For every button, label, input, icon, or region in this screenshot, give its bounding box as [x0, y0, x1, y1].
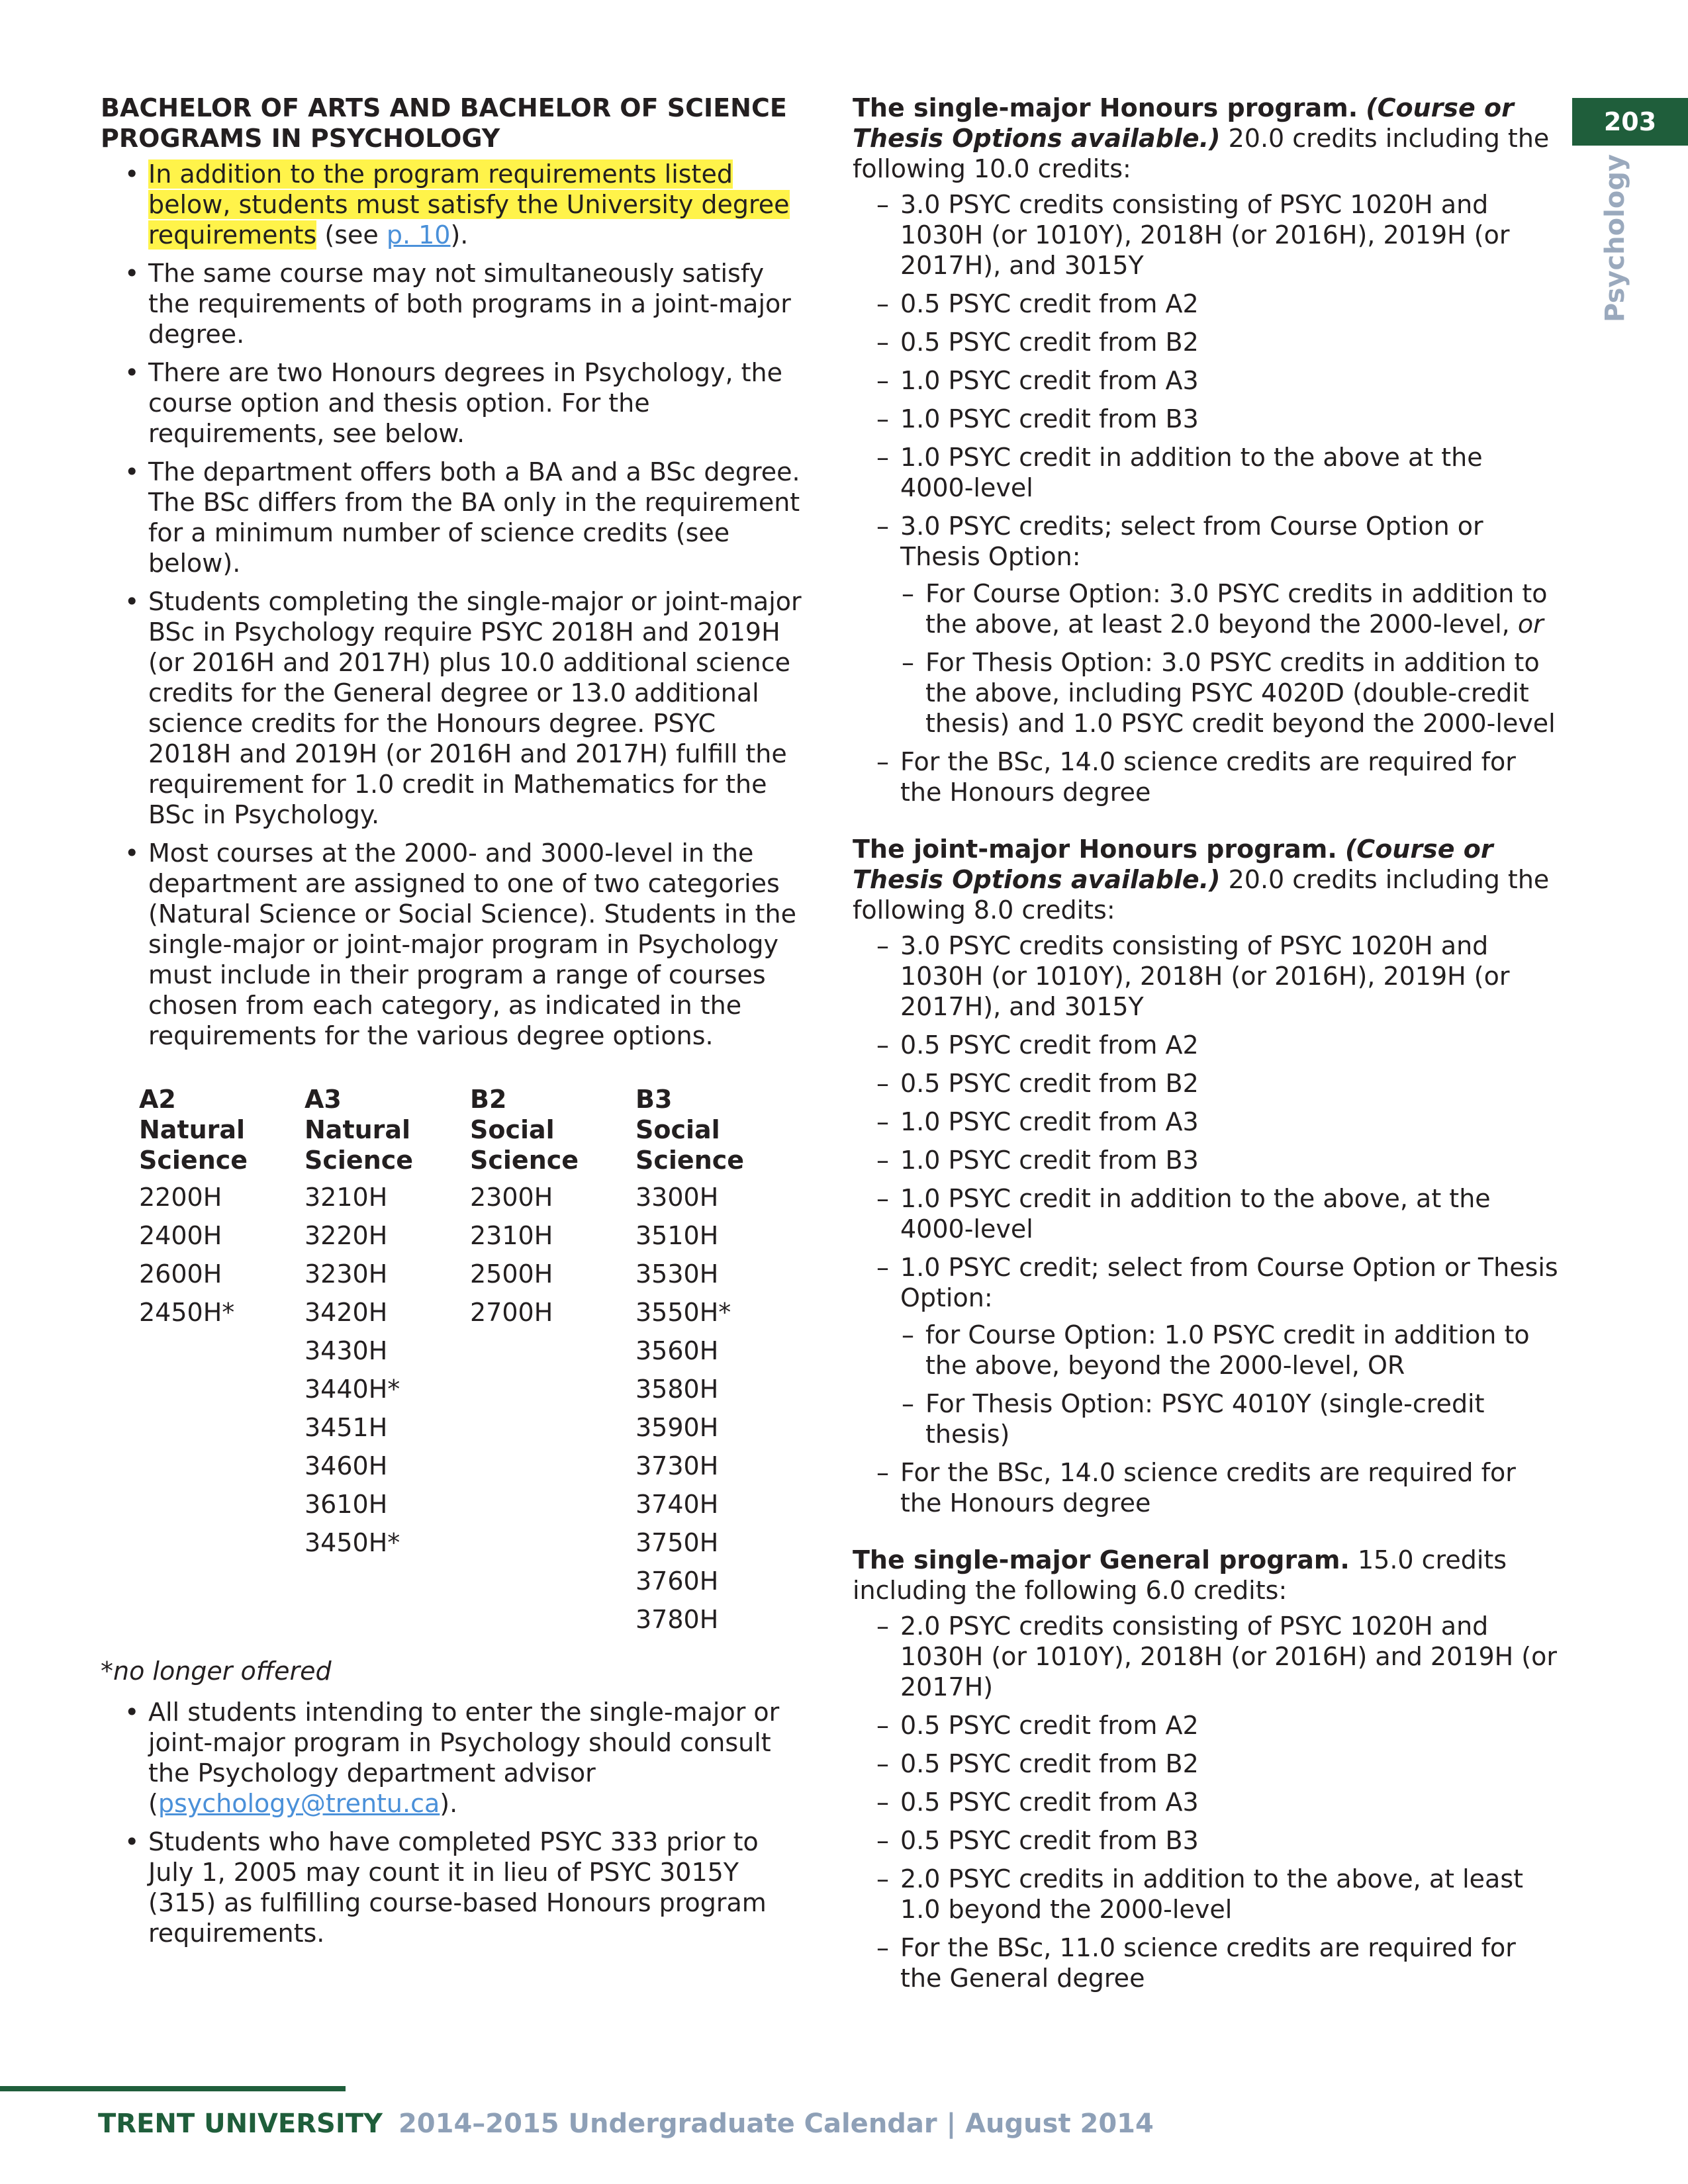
requirement-text: 1.0 PSYC credit; select from Course Option or Thesis Option:	[900, 1253, 1558, 1312]
requirement-item: – 2.0 PSYC credits in addition to the above, at least 1.0 beyond the 2000-level	[900, 1864, 1562, 1925]
course-option-item: – for Course Option: 1.0 PSYC credit in addition to the above, beyond the 2000-level, OR	[925, 1320, 1562, 1381]
requirement-item: – 0.5 PSYC credit from A3	[900, 1787, 1562, 1817]
heading-line-1: BACHELOR OF ARTS AND BACHELOR OF SCIENCE	[101, 93, 787, 122]
heading-line-2: PROGRAMS IN PSYCHOLOGY	[101, 124, 500, 153]
table-row	[139, 1297, 801, 1336]
left-column	[101, 93, 802, 1956]
course-code-cell: 3550H*	[635, 1298, 731, 1327]
category-header-text: Science	[139, 1146, 248, 1175]
requirement-item-options	[900, 1252, 1562, 1449]
course-code-cell	[139, 1374, 305, 1412]
table-header-row	[139, 1084, 801, 1182]
bullet-end-text: ).	[450, 220, 469, 250]
course-code-cell	[470, 1451, 635, 1489]
course-code-cell	[139, 1566, 305, 1604]
single-major-honours-section	[853, 93, 1562, 807]
requirement-item: – 1.0 PSYC credit from A3	[900, 365, 1562, 396]
course-code-cell: 3510H	[635, 1221, 719, 1250]
table-row	[139, 1182, 801, 1220]
course-code-cell: 2300H	[470, 1183, 553, 1212]
requirement-text: 3.0 PSYC credits; select from Course Option or Thesis Option:	[900, 512, 1483, 571]
table-row	[139, 1412, 801, 1451]
see-text: (see	[324, 220, 387, 250]
bullet-degree-requirements	[148, 159, 802, 250]
footer-calendar: 2014–2015 Undergraduate Calendar | August 2014	[398, 2109, 1154, 2139]
program-options: (Course or Thesis Options available.)	[853, 93, 1514, 153]
intro-bullet-list	[101, 159, 802, 1051]
course-code-cell	[470, 1489, 635, 1527]
course-code-cell: 3450H*	[305, 1528, 400, 1557]
bullet-advisor	[148, 1697, 802, 1819]
course-code-cell	[470, 1412, 635, 1451]
program-heading	[853, 93, 1562, 184]
footnote: *no longer offered	[101, 1657, 332, 1686]
course-code-cell: 3530H	[635, 1259, 719, 1289]
course-category-table	[139, 1084, 801, 1643]
category-header-text: Social	[635, 1115, 720, 1144]
course-code-cell: 2500H	[470, 1259, 553, 1289]
bullet-item: • Students who have completed PSYC 333 prior to July 1, 2005 may count it in lieu of PSYC 3015Y (315) as fulfilling course-based Honours program requirements.	[148, 1827, 802, 1948]
course-code-cell: 3210H	[305, 1183, 388, 1212]
section-side-label: Psychology	[1600, 154, 1630, 323]
requirement-item: – 1.0 PSYC credit from A3	[900, 1107, 1562, 1137]
table-row	[139, 1374, 801, 1412]
course-code-cell: 2400H	[139, 1221, 222, 1250]
bullet-item: • Students completing the single-major or joint-major BSc in Psychology require PSYC 2018H and 2019H (or 2016H and 2017H) plus 10.0 additional science credits for the General degree or 13.0 additional science credits for the Honours degree. PSYC 2018H and 2019H (or 2016H and 2017H) fulfill the requirement for 1.0 credit in Mathematics for the BSc in Psychology.	[148, 586, 802, 830]
requirement-item: – For the BSc, 14.0 science credits are required for the Honours degree	[900, 1457, 1562, 1518]
course-code-cell: 2310H	[470, 1221, 553, 1250]
category-header-text: A3	[305, 1085, 342, 1114]
course-code-cell: 3760H	[635, 1567, 719, 1596]
course-code-cell: 3750H	[635, 1528, 719, 1557]
course-code-cell: 2450H*	[139, 1298, 235, 1327]
advisor-end-text: ).	[440, 1789, 458, 1818]
course-code-cell: 3610H	[305, 1490, 388, 1519]
course-code-cell: 3590H	[635, 1413, 719, 1442]
requirement-item: – 0.5 PSYC credit from A2	[900, 1710, 1562, 1741]
course-code-cell: 2200H	[139, 1183, 222, 1212]
course-code-cell	[305, 1566, 470, 1604]
footer-rule	[0, 2086, 346, 2091]
table-row	[139, 1604, 801, 1643]
single-major-general-section	[853, 1545, 1562, 1993]
requirement-item: – 0.5 PSYC credit from B3	[900, 1825, 1562, 1856]
category-header-text: Social	[470, 1115, 555, 1144]
option-sublist	[900, 1320, 1562, 1449]
course-code-cell: 3430H	[305, 1336, 388, 1365]
table-body	[139, 1182, 801, 1643]
category-header-text: Science	[635, 1146, 745, 1175]
program-title: The joint-major Honours program.	[853, 835, 1337, 864]
requirement-item: – 2.0 PSYC credits consisting of PSYC 1020H and 1030H (or 1010Y), 2018H (or 2016H) and 2019H (or 2017H)	[900, 1611, 1562, 1702]
course-code-cell: 2700H	[470, 1298, 553, 1327]
category-header	[139, 1084, 305, 1182]
course-code-cell: 3560H	[635, 1336, 719, 1365]
requirement-list	[853, 1611, 1562, 1993]
category-header	[470, 1084, 635, 1182]
requirement-list	[853, 189, 1562, 807]
category-header-text: B3	[635, 1085, 673, 1114]
requirement-item: – 3.0 PSYC credits consisting of PSYC 1020H and 1030H (or 1010Y), 2018H (or 2016H), 2019H (or 2017H), and 3015Y	[900, 189, 1562, 281]
requirement-item: – 0.5 PSYC credit from A2	[900, 289, 1562, 319]
table-row	[139, 1220, 801, 1259]
course-code-cell: 3730H	[635, 1451, 719, 1480]
requirement-list	[853, 931, 1562, 1518]
category-header-text: Science	[305, 1146, 414, 1175]
program-title: The single-major Honours program.	[853, 93, 1358, 122]
table-row	[139, 1527, 801, 1566]
page-10-link[interactable]: p. 10	[386, 220, 451, 250]
section-heading	[101, 93, 802, 154]
course-code-cell	[470, 1374, 635, 1412]
course-code-cell: 3451H	[305, 1413, 388, 1442]
bullet-item: • Most courses at the 2000- and 3000-level in the department are assigned to one of two categories (Natural Science or Social Science). Students in the single-major or joint-major program in Psychology must include in their program a range of courses chosen from each category, as indicated in the requirements for the various degree options.	[148, 838, 802, 1051]
course-code-cell	[139, 1604, 305, 1643]
requirement-item: – 0.5 PSYC credit from B2	[900, 327, 1562, 357]
option-sublist	[900, 578, 1562, 739]
category-header-text: B2	[470, 1085, 507, 1114]
requirement-item-options	[900, 511, 1562, 739]
program-description: 20.0 credits including the following 10.0 credits:	[853, 124, 1550, 183]
course-code-cell: 3460H	[305, 1451, 388, 1480]
table-row	[139, 1489, 801, 1527]
requirement-item: – 0.5 PSYC credit from B2	[900, 1068, 1562, 1099]
advisor-bullet-list	[101, 1697, 802, 1948]
requirement-item: – 1.0 PSYC credit in addition to the above at the 4000-level	[900, 442, 1562, 503]
advisor-email-link[interactable]: psychology@trentu.ca	[158, 1789, 440, 1818]
program-title: The single-major General program.	[853, 1545, 1350, 1574]
course-code-cell	[470, 1336, 635, 1374]
course-option-item	[925, 578, 1562, 639]
course-code-cell	[470, 1527, 635, 1566]
table-row	[139, 1451, 801, 1489]
requirement-item: – 0.5 PSYC credit from B2	[900, 1749, 1562, 1779]
requirement-item: – 3.0 PSYC credits consisting of PSYC 1020H and 1030H (or 1010Y), 2018H (or 2016H), 2019H (or 2017H), and 3015Y	[900, 931, 1562, 1022]
course-code-cell: 3580H	[635, 1375, 719, 1404]
requirement-item: – 1.0 PSYC credit in addition to the above, at the 4000-level	[900, 1183, 1562, 1244]
requirement-item: – 1.0 PSYC credit from B3	[900, 1145, 1562, 1175]
table-row	[139, 1566, 801, 1604]
category-header-text: Natural	[139, 1115, 246, 1144]
course-code-cell: 2600H	[139, 1259, 222, 1289]
course-code-cell: 3440H*	[305, 1375, 400, 1404]
course-code-cell	[470, 1604, 635, 1643]
course-code-cell	[139, 1412, 305, 1451]
requirement-item: – For the BSc, 11.0 science credits are required for the General degree	[900, 1933, 1562, 1993]
course-option-text: For Course Option: 3.0 PSYC credits in addition to the above, at least 2.0 beyond the 2000-level,	[925, 579, 1548, 639]
course-code-cell	[139, 1489, 305, 1527]
requirement-item: – 0.5 PSYC credit from A2	[900, 1030, 1562, 1060]
bullet-item: • The department offers both a BA and a BSc degree. The BSc differs from the BA only in the requirement for a minimum number of science credits (see below).	[148, 457, 802, 578]
category-header-text: A2	[139, 1085, 176, 1114]
program-options: (Course or Thesis Options available.)	[853, 835, 1493, 894]
category-header	[635, 1084, 801, 1182]
course-code-cell	[470, 1566, 635, 1604]
course-code-cell	[139, 1527, 305, 1566]
requirement-item: – 1.0 PSYC credit from B3	[900, 404, 1562, 434]
page-number-tab: 203	[1572, 98, 1688, 146]
category-header-text: Science	[470, 1146, 579, 1175]
footer-university: TRENT UNIVERSITY	[98, 2109, 383, 2139]
advisor-text: All students intending to enter the single-major or joint-major program in Psychology should consult the Psychology department advisor (	[148, 1698, 780, 1818]
requirement-item: – For the BSc, 14.0 science credits are required for the Honours degree	[900, 747, 1562, 807]
program-heading	[853, 834, 1562, 925]
course-code-cell	[305, 1604, 470, 1643]
or-text: or	[1517, 610, 1544, 639]
program-description: 20.0 credits including the following 8.0 credits:	[853, 865, 1550, 925]
bullet-item: • The same course may not simultaneously satisfy the requirements of both programs in a joint-major degree.	[148, 258, 802, 349]
course-code-cell: 3220H	[305, 1221, 388, 1250]
course-code-cell: 3780H	[635, 1605, 719, 1634]
bullet-item: • There are two Honours degrees in Psychology, the course option and thesis option. For the requirements, see below.	[148, 357, 802, 449]
course-code-cell: 3230H	[305, 1259, 388, 1289]
thesis-option-item: – For Thesis Option: 3.0 PSYC credits in addition to the above, including PSYC 4020D (double-credit thesis) and 1.0 PSYC credit beyond the 2000-level	[925, 647, 1562, 739]
joint-major-honours-section	[853, 834, 1562, 1518]
page-footer	[98, 2109, 1154, 2139]
right-column	[853, 93, 1562, 2020]
program-heading	[853, 1545, 1562, 1606]
course-code-cell: 3420H	[305, 1298, 388, 1327]
program-description: 15.0 credits including the following 6.0 credits:	[853, 1545, 1507, 1605]
table-row	[139, 1336, 801, 1374]
highlighted-text: In addition to the program requirements listed below, students must satisfy the University degree requirements	[148, 159, 790, 250]
course-code-cell	[139, 1451, 305, 1489]
course-code-cell	[139, 1336, 305, 1374]
course-code-cell: 3300H	[635, 1183, 719, 1212]
table-row	[139, 1259, 801, 1297]
course-code-cell: 3740H	[635, 1490, 719, 1519]
category-header-text: Natural	[305, 1115, 411, 1144]
thesis-option-item: – For Thesis Option: PSYC 4010Y (single-credit thesis)	[925, 1388, 1562, 1449]
category-header	[305, 1084, 470, 1182]
